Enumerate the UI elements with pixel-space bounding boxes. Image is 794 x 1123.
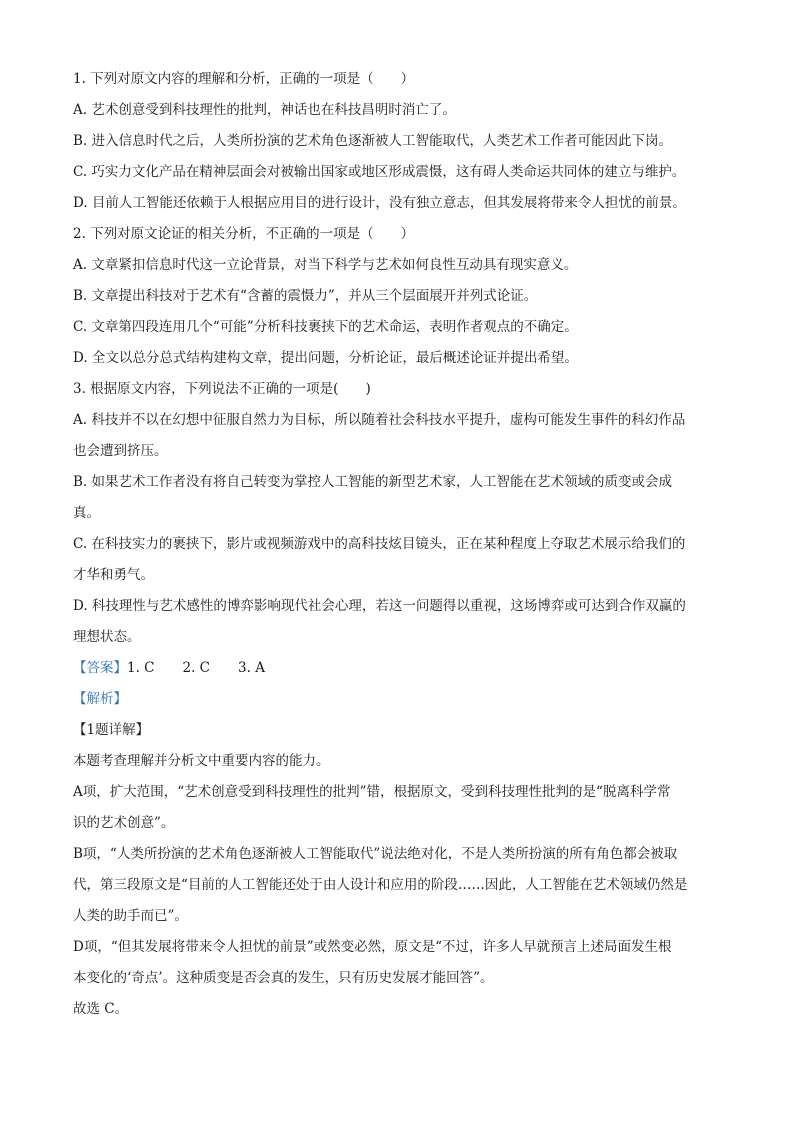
analysis-line-1: 本题考查理解并分析文中重要内容的能力。 <box>73 753 330 769</box>
question-1-option-d: D. 目前人工智能还依赖于人根据应用目的进行设计，没有独立意志，但其发展将带来令人担忧的前景。 <box>73 195 686 211</box>
question-2-option-a: A. 文章紧扣信息时代这一立论背景，对当下科学与艺术如何良性互动具有现实意义。 <box>73 257 578 273</box>
question-3 <box>73 374 721 653</box>
answer-item-1: 1. C <box>127 660 155 676</box>
answer-values <box>127 660 265 676</box>
question-2-stem: 2. 下列对原文论证的相关分析，不正确的一项是（ ） <box>73 226 415 242</box>
analysis-label: 【解析】 <box>73 691 127 707</box>
analysis-line-5: 代，第三段原文是“目前的人工智能还处于由人设计和应用的阶段……因此，人工智能在艺术领域仍然是 <box>73 877 688 893</box>
answer-item-2: 2. C <box>182 660 211 676</box>
question-3-option-b-line-1: B. 如果艺术工作者没有将自己转变为掌控人工智能的新型艺术家，人工智能在艺术领域的质变或会成 <box>73 474 673 490</box>
answer-item-3: 3. A <box>238 660 265 676</box>
question-1-option-c: C. 巧实力文化产品在精神层面会对被输出国家或地区形成震慑，这有碍人类命运共同体的建立与维护。 <box>73 164 686 180</box>
analysis-line-7: D项，“但其发展将带来令人担忧的前景”或然变必然，原文是“不过，许多人早就预言上述局面发生根 <box>73 939 672 955</box>
analysis-line-3: 识的艺术创意”。 <box>73 815 175 831</box>
question-3-option-c-line-1: C. 在科技实力的裹挟下，影片或视频游戏中的高科技炫目镜头，正在某种程度上夺取艺术展示给我们的 <box>73 536 686 552</box>
question-2 <box>73 219 721 374</box>
question-1-option-b: B. 进入信息时代之后，人类所扮演的艺术角色逐渐被人工智能取代，人类艺术工作者可能因此下岗。 <box>73 133 673 149</box>
analysis-conclusion: 故选 C。 <box>73 1001 129 1017</box>
analysis-line-6: 人类的助手而已”。 <box>73 908 188 924</box>
question-3-stem: 3. 根据原文内容，下列说法不正确的一项是( ) <box>73 381 371 397</box>
question-3-option-a-line-1: A. 科技并不以在幻想中征服自然力为目标，所以随着社会科技水平提升，虚构可能发生事件的科幻作品 <box>73 412 686 428</box>
question-1 <box>73 64 721 219</box>
analysis-line-4: B项，“人类所扮演的艺术角色逐渐被人工智能取代”说法绝对化，不是人类所扮演的所有角色都会被取 <box>73 846 678 862</box>
analysis-line-8: 本变化的‘奇点’。这种质变是否会真的发生，只有历史发展才能回答”。 <box>73 970 494 986</box>
question-1-option-a: A. 艺术创意受到科技理性的批判，神话也在科技昌明时消亡了。 <box>73 102 456 118</box>
page-content <box>73 64 721 1025</box>
question-3-option-c-line-2: 才华和勇气。 <box>73 567 154 583</box>
question-3-option-d-line-1: D. 科技理性与艺术感性的博弈影响现代社会心理，若这一问题得以重视，这场博弈或可达到合作双赢的 <box>73 598 686 614</box>
question-2-option-c: C. 文章第四段连用几个“可能”分析科技裹挟下的艺术命运，表明作者观点的不确定。 <box>73 319 578 335</box>
question-2-option-b: B. 文章提出科技对于艺术有“含蓄的震慑力”，并从三个层面展开并列式论证。 <box>73 288 538 304</box>
question-3-option-d-line-2: 理想状态。 <box>73 629 141 645</box>
analysis-line-2: A项，扩大范围，“艺术创意受到科技理性的批判”错，根据原文，受到科技理性批判的是“脱离科学常 <box>73 784 671 800</box>
question-3-option-a-line-2: 也会遭到挤压。 <box>73 443 168 459</box>
answer-label: 【答案】 <box>73 660 127 676</box>
question-1-stem: 1. 下列对原文内容的理解和分析，正确的一项是（ ） <box>73 71 415 87</box>
question-2-option-d: D. 全文以总分总式结构建构文章，提出问题，分析论证，最后概述论证并提出希望。 <box>73 350 578 366</box>
question-3-option-b-line-2: 真。 <box>73 505 100 521</box>
answer-line <box>73 653 721 684</box>
analysis-sub-heading: 【1题详解】 <box>73 722 150 738</box>
